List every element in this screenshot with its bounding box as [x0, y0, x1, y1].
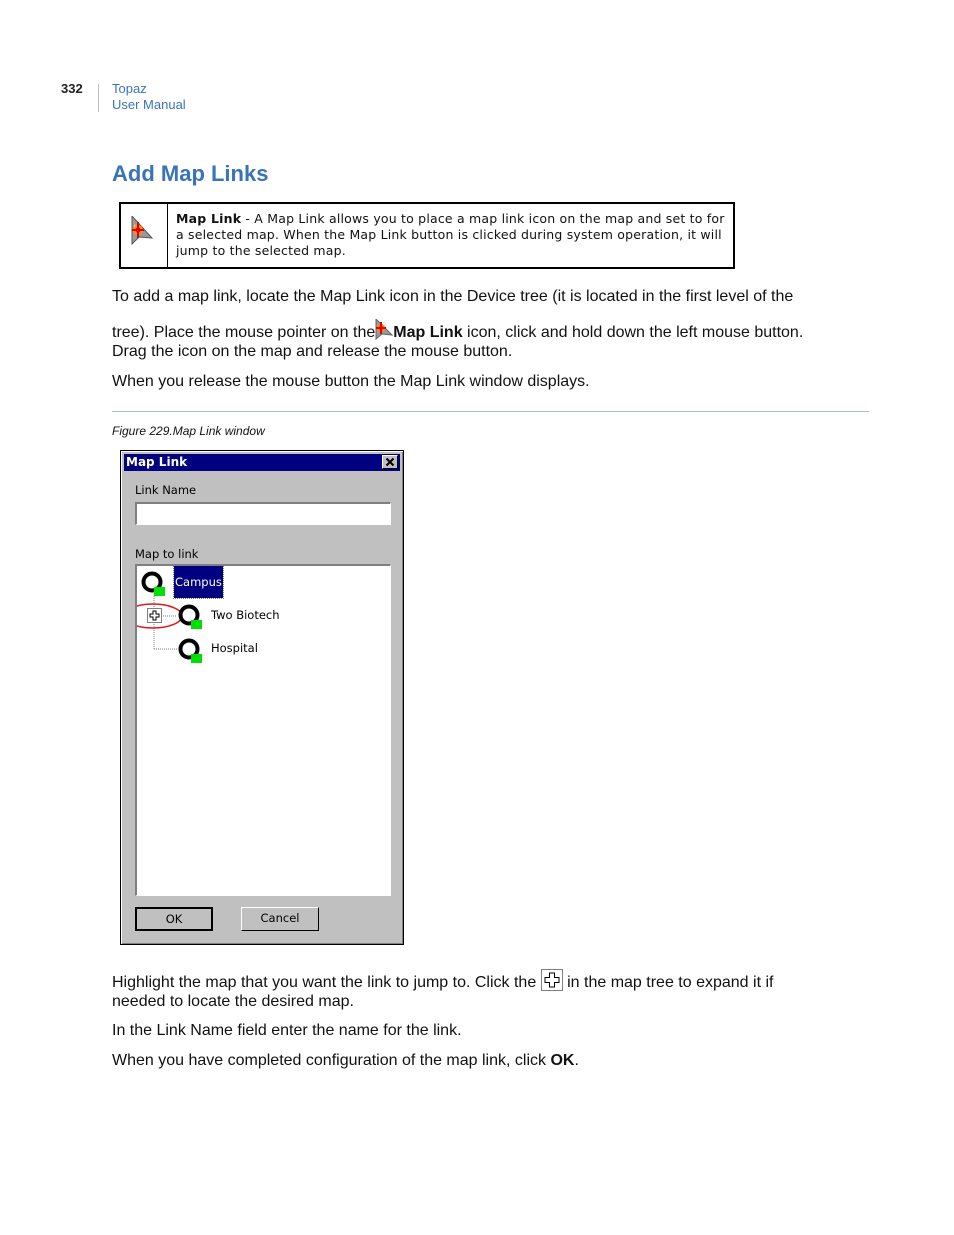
tree-item-campus[interactable]: Campus — [174, 566, 223, 598]
map-tree[interactable] — [135, 564, 391, 896]
dialog-title: Map Link — [126, 455, 188, 469]
cancel-button[interactable]: Cancel — [241, 907, 319, 931]
map-link-note — [119, 202, 735, 269]
paragraph-complete-post: . — [574, 1052, 579, 1069]
note-text — [176, 211, 731, 259]
paragraph-locate-line1: To add a map link, locate the Map Link icon in the Device tree (it is located in the first level of the — [112, 288, 794, 305]
section-title: Add Map Links — [112, 161, 269, 186]
link-name-label: Link Name — [135, 483, 197, 497]
ok-button[interactable]: OK — [135, 907, 213, 931]
figure-divider — [112, 411, 869, 412]
doc-title — [112, 81, 186, 113]
close-button[interactable] — [382, 455, 398, 469]
doc-title-product: Topaz — [112, 81, 147, 96]
header-divider — [98, 84, 99, 112]
paragraph-locate-post: icon, click and hold down the left mouse button. — [462, 324, 804, 341]
map-link-dialog — [120, 450, 404, 945]
close-icon — [383, 456, 397, 468]
note-description: - A Map Link allows you to place a map link icon on the map and set to for a selected map. When the Map Link button is clicked during system operation, it will jump to the selected map. — [176, 211, 725, 258]
paragraph-complete — [112, 1050, 579, 1071]
map-icon — [141, 570, 167, 598]
tree-item-hospital[interactable]: Hospital — [211, 641, 258, 655]
page-number: 332 — [61, 81, 83, 96]
map-link-icon — [130, 216, 154, 246]
link-name-input[interactable] — [135, 502, 391, 525]
paragraph-locate-bold: Map Link — [393, 324, 463, 341]
doc-title-manual: User Manual — [112, 97, 186, 112]
paragraph-complete-bold: OK — [550, 1052, 575, 1069]
map-to-link-label: Map to link — [135, 547, 199, 561]
note-term: Map Link — [176, 211, 242, 226]
paragraph-release: When you release the mouse button the Map Link window displays. — [112, 373, 590, 390]
paragraph-locate-pre: tree). Place the mouse pointer on the — [112, 324, 376, 341]
dialog-titlebar[interactable] — [124, 454, 400, 471]
map-icon — [178, 603, 204, 631]
plus-inline-icon — [541, 969, 563, 997]
paragraph-complete-pre: When you have completed configuration of the map link, click — [112, 1052, 551, 1069]
tree-item-two-biotech[interactable]: Two Biotech — [211, 608, 280, 622]
plus-icon — [148, 609, 161, 622]
paragraph-locate-line3: Drag the icon on the map and release the mouse button. — [112, 343, 513, 360]
map-icon — [178, 637, 204, 665]
figure-caption: Figure 229.Map Link window — [112, 424, 265, 438]
paragraph-highlight-pre: Highlight the map that you want the link to jump to. Click the — [112, 974, 537, 991]
paragraph-link-name: In the Link Name field enter the name for the link. — [112, 1022, 462, 1039]
paragraph-highlight-post: in the map tree to expand it if — [562, 974, 774, 991]
paragraph-highlight-line2: needed to locate the desired map. — [112, 993, 354, 1010]
expand-button[interactable] — [147, 608, 162, 623]
note-icon-cell — [121, 204, 168, 267]
